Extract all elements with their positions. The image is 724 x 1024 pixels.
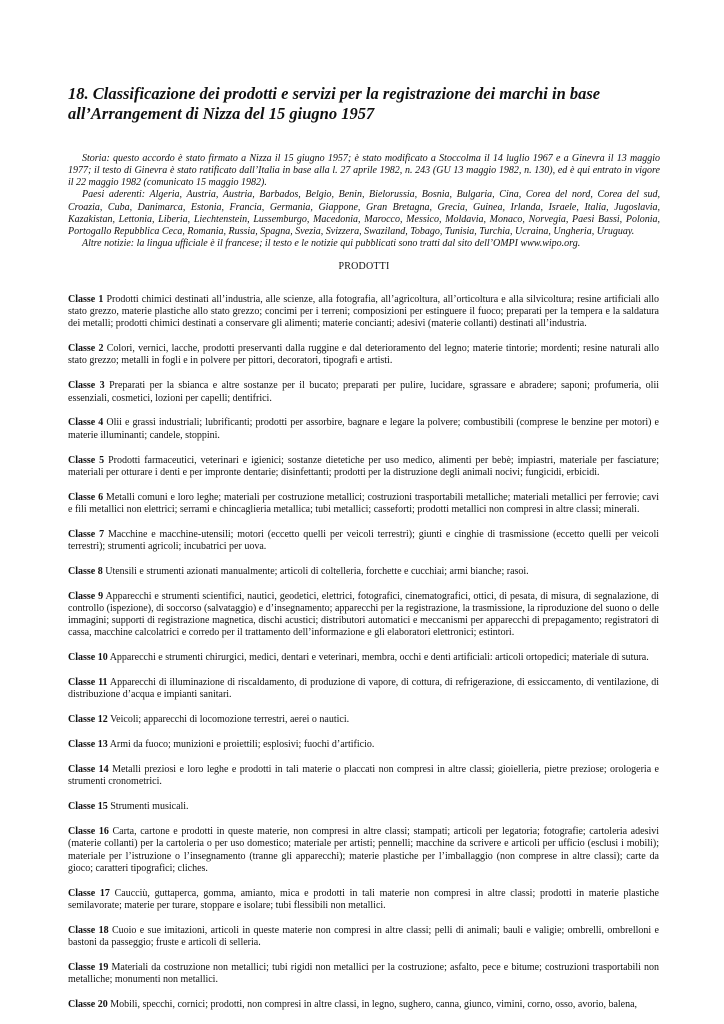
class-entry xyxy=(68,962,659,986)
class-label: Classe 20 xyxy=(68,999,108,1011)
class-label: Classe 16 xyxy=(68,826,109,838)
class-entry xyxy=(68,455,659,479)
class-description: Prodotti chimici destinati all’industria, alle scienze, alla fotografia, all’agricoltura, all’orticoltura e alla silvicoltura; resine artificiali allo stato grezzo, materie plastiche allo stato grezzo; concimi per i terreni; composizioni per estinguere il fuoco; preparati per la tempera e la saldatura dei metalli; prodotti chimici destinati a conservare gli alimenti; materie concianti; adesivi (materie collanti) destinati all’industria. xyxy=(68,294,659,330)
class-entry xyxy=(68,764,659,788)
class-label: Classe 1 xyxy=(68,294,104,305)
class-entry xyxy=(68,925,659,949)
class-description: Colori, vernici, lacche, prodotti preservanti dalla ruggine e dal deterioramento del legno; materie tintorie; mordenti; resine naturali allo stato grezzo; metalli in fogli e in polvere per pittori, decoratori, tipografi e artisti. xyxy=(68,343,659,367)
document-title: 18. Classificazione dei prodotti e servizi per la registrazione dei marchi in base all’Arrangement di Nizza del 15 giugno 1957 xyxy=(68,84,601,123)
class-description: Strumenti musicali. xyxy=(110,801,189,813)
class-entry xyxy=(68,999,659,1011)
class-label: Classe 15 xyxy=(68,801,108,813)
class-description: Materiali da costruzione non metallici; tubi rigidi non metallici per la costruzione; asfalto, pece e bitume; costruzioni trasportabili non metalliche; monumenti non metallici. xyxy=(68,961,660,986)
class-entry xyxy=(68,888,659,912)
class-description: Apparecchi di illuminazione di riscaldamento, di produzione di vapore, di cottura, di refrigerazione, di essiccamento, di ventilazione, di distribuzione d’acqua e impianti sanitari. xyxy=(68,677,660,701)
other-notes-paragraph: Altre notizie: la lingua ufficiale è il francese; il testo e le notizie qui pubblicati sono tratti dal sito dell’OMPI www.wipo.org. xyxy=(82,238,581,250)
class-description: Metalli preziosi e loro leghe e prodotti in tali materie o placcati non compresi in altre classi; gioielleria, pietre preziose; orologeria e strumenti cronometrici. xyxy=(68,764,659,788)
class-label: Classe 6 xyxy=(68,491,104,503)
class-label: Classe 5 xyxy=(68,454,105,466)
class-label: Classe 19 xyxy=(68,961,109,973)
class-entry xyxy=(68,294,659,330)
class-entry xyxy=(68,826,659,875)
class-description: Apparecchi e strumenti chirurgici, medici, dentari e veterinari, membra, occhi e denti artificiali: articoli ortopedici; materiale di sutura. xyxy=(109,652,649,664)
class-entry xyxy=(68,677,659,701)
class-description: Caucciù, guttaperca, gomma, amianto, mica e prodotti in tali materie non compresi in altre classi; prodotti in materie plastiche semilavorate; materie per turare, stoppare e isolare; tubi flessibili non metallici. xyxy=(68,887,659,911)
class-entry xyxy=(68,417,659,441)
class-label: Classe 7 xyxy=(68,528,105,540)
class-entry xyxy=(68,492,659,516)
class-description: Preparati per la sbianca e altre sostanze per il bucato; preparati per pulire, lucidare, sgrassare e abradere; saponi; profumeria, olii essenziali, cosmetici, lozioni per capelli; dentifrici. xyxy=(68,380,659,404)
history-paragraph: Storia: questo accordo è stato firmato a Nizza il 15 giugno 1957; è stato modificato a Stoccolma il 14 luglio 1967 e a Ginevra il 13 maggio 1977; il testo di Ginevra è stato ratificato dall’Italia in base alla l. 27 aprile 1982, n. 243 (GU 13 maggio 1982, n. 130), ed è qui entrato in vigore il 22 maggio 1982 (comunicato 15 maggio 1982). xyxy=(68,153,660,189)
class-label: Classe 9 xyxy=(68,590,104,602)
class-label: Classe 13 xyxy=(68,739,108,751)
class-label: Classe 18 xyxy=(68,924,109,936)
class-entry xyxy=(68,380,659,404)
class-label: Classe 17 xyxy=(68,887,110,899)
class-description: Prodotti farmaceutici, veterinari e igienici; sostanze dietetiche per uso medico, alimenti per bebè; impiastri, materiale per fasciature; materiali per otturare i denti e per impronte dentarie; disinfettanti; prodotti per la distruzione degli animali nocivi; fungicidi, erbicidi. xyxy=(68,454,660,478)
class-description: Olii e grassi industriali; lubrificanti; prodotti per assorbire, bagnare e legare la polvere; combustibili (comprese le benzine per motori) e materie illuminanti; candele, stoppini. xyxy=(68,417,659,441)
member-countries-paragraph: Paesi aderenti: Algeria, Austria, Austria, Barbados, Belgio, Benin, Bielorussia, Bosnia, Bulgaria, Cina, Corea del nord, Corea del sud, Croazia, Cuba, Danimarca, Estonia, Francia, Germania, Giappone, Gran Bretagna, Grecia, Guinea, Irlanda, Israele, Italia, Jugoslavia, Kazakistan, Lettonia, Liberia, Liechtenstein, Lussemburgo, Macedonia, Marocco, Messico, Moldavia, Monaco, Norvegia, Paesi Bassi, Polonia, Portogallo Repubblica Ceca, Romania, Russia, Spagna, Svezia, Svizzera, Swaziland, Tobago, Tunisia, Turchia, Ucraina, Ungheria, Uruguay. xyxy=(68,189,660,237)
class-description: Armi da fuoco; munizioni e proiettili; esplosivi; fuochi d’artificio. xyxy=(109,739,375,751)
class-label: Classe 14 xyxy=(68,764,109,776)
class-label: Classe 3 xyxy=(68,380,105,392)
class-description: Apparecchi e strumenti scientifici, nautici, geodetici, elettrici, fotografici, cinematografici, ottici, di pesata, di misura, di segnalazione, di controllo (ispezione), di soccorso (salvataggio) e d’insegnamento; apparecchi per la registrazione, la trasmissione, la riproduzione del suono o delle immagini; supporti di registrazione magnetica, dischi acustici; distributori automatici e meccanismi per apparecchi di prepagamento; registratori di cassa, macchine calcolatrici e corredo per il trattamento dell’informazione e gli elaboratori elettronici; estintori. xyxy=(68,590,660,639)
class-entry xyxy=(68,739,659,751)
class-entry xyxy=(68,801,659,813)
class-description: Cuoio e sue imitazioni, articoli in queste materie non compresi in altre classi; pelli di animali; bauli e valigie; ombrelli, ombrelloni e bastoni da passeggio; fruste e articoli di selleria. xyxy=(68,924,659,949)
class-label: Classe 10 xyxy=(68,652,108,664)
class-entry xyxy=(68,652,659,664)
history-notes xyxy=(68,153,660,250)
class-description: Veicoli; apparecchi di locomozione terrestri, aerei o nautici. xyxy=(110,714,350,726)
class-description: Mobili, specchi, cornici; prodotti, non compresi in altre classi, in legno, sughero, canna, giunco, vimini, corno, osso, avorio, balena, xyxy=(110,999,638,1011)
class-entry xyxy=(68,714,659,726)
class-description: Metalli comuni e loro leghe; materiali per costruzione metallici; costruzioni trasportabili metalliche; materiali metallici per ferrovie; cavi e fili metallici non elettrici; serrami e chincaglieria metallica; tubi metallici; casseforti; prodotti metallici non compresi in altre classi; minerali. xyxy=(68,491,659,515)
class-label: Classe 11 xyxy=(68,677,108,689)
class-description: Macchine e macchine-utensili; motori (eccetto quelli per veicoli terrestri); giunti e cinghie di trasmissione (eccetto quelli per veicoli terrestri); strumenti agricoli; incubatrici per uova. xyxy=(68,528,659,552)
class-entry xyxy=(68,343,659,367)
class-label: Classe 12 xyxy=(68,714,108,726)
class-entry xyxy=(68,591,659,640)
class-entry xyxy=(68,529,659,553)
classes-list xyxy=(68,294,659,1024)
class-description: Carta, cartone e prodotti in queste materie, non compresi in altre classi; stampati; articoli per legatoria; fotografie; cartoleria adesivi (materie collanti) per la cartoleria o per uso domestico; materiale per artisti; pennelli; macchine da scrivere e articoli per ufficio (esclusi i mobili); materiale per l’istruzione o l’insegnamento (tranne gli apparecchi); materie plastiche per l’imballaggio (non comprese in altre classi); carte da gioco; caratteri tipografici; cliches. xyxy=(68,826,660,874)
class-label: Classe 4 xyxy=(68,417,104,429)
class-label: Classe 8 xyxy=(68,565,103,577)
class-label: Classe 2 xyxy=(68,343,104,355)
class-description: Utensili e strumenti azionati manualmente; articoli di coltelleria, forchette e cucchiai; armi bianche; rasoi. xyxy=(105,565,529,577)
section-heading: PRODOTTI xyxy=(338,261,390,272)
class-entry xyxy=(68,566,659,578)
